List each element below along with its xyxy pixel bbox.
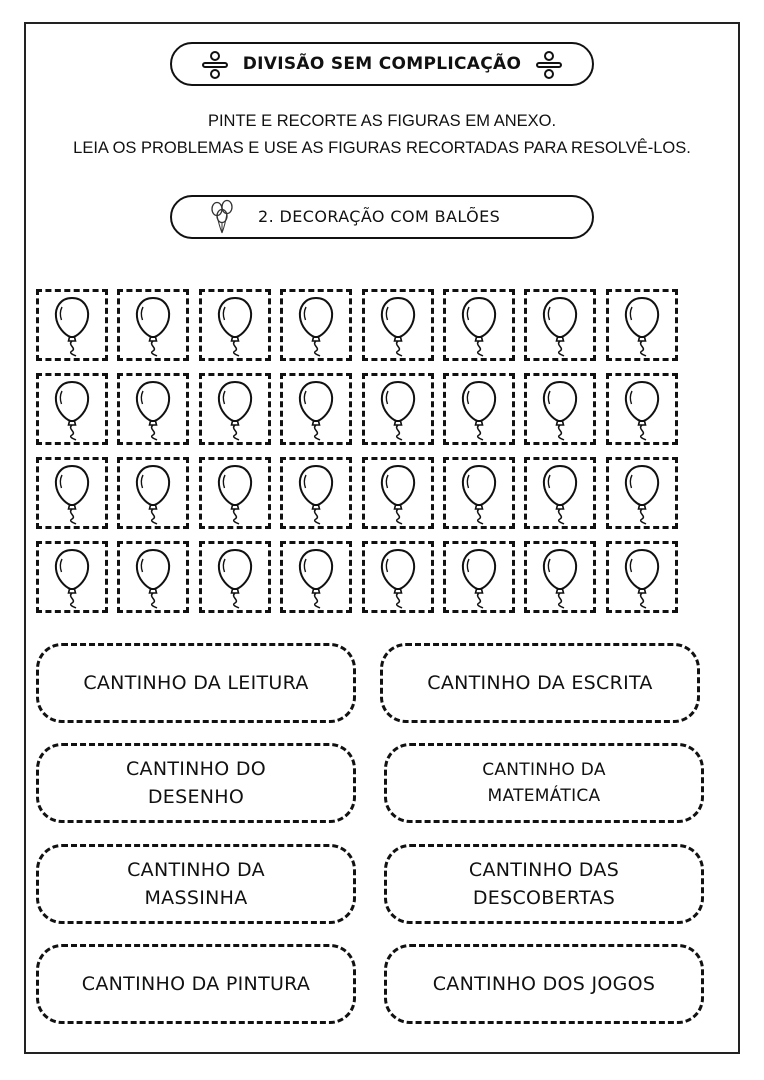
- label-line: MATEMÁTICA: [487, 786, 601, 806]
- balloon-cutout-cell: [443, 457, 515, 529]
- label-card: [36, 643, 356, 723]
- balloon-icon: [540, 379, 580, 441]
- balloon-cutout-cell: [117, 541, 189, 613]
- label-line: CANTINHO DA ESCRITA: [427, 672, 653, 694]
- balloon-icon: [622, 379, 662, 441]
- balloon-cutout-cell: [280, 373, 352, 445]
- balloon-icon: [296, 379, 336, 441]
- label-line: CANTINHO DO: [125, 758, 267, 780]
- balloon-cutout-cell: [199, 289, 271, 361]
- label-card-text: [427, 669, 652, 697]
- balloon-icon: [378, 295, 418, 357]
- label-card: [384, 743, 704, 823]
- label-card-text: [433, 970, 656, 998]
- label-line: MASSINHA: [144, 887, 248, 909]
- balloon-icon: [133, 295, 173, 357]
- label-line: DESENHO: [147, 786, 245, 808]
- label-card-text: [126, 755, 266, 811]
- balloon-cutout-cell: [606, 289, 678, 361]
- balloon-icon: [622, 463, 662, 525]
- balloon-cutout-cell: [362, 289, 434, 361]
- balloon-icon: [52, 463, 92, 525]
- balloon-icon: [459, 295, 499, 357]
- label-line: CANTINHO DA LEITURA: [83, 672, 309, 694]
- balloon-icon: [296, 295, 336, 357]
- balloon-icon: [540, 295, 580, 357]
- balloon-cutout-cell: [199, 541, 271, 613]
- balloon-cutout-cell: [36, 541, 108, 613]
- balloon-cutout-cell: [443, 541, 515, 613]
- balloon-icon: [378, 379, 418, 441]
- label-line: CANTINHO DA: [482, 760, 606, 780]
- balloon-icon: [133, 463, 173, 525]
- balloon-cutout-cell: [362, 373, 434, 445]
- balloon-icon: [622, 295, 662, 357]
- balloon-cutout-cell: [280, 289, 352, 361]
- balloon-cutout-cell: [280, 541, 352, 613]
- balloon-icon: [459, 463, 499, 525]
- balloon-cutout-cell: [606, 457, 678, 529]
- balloon-cutout-cell: [199, 457, 271, 529]
- balloon-cutout-cell: [362, 541, 434, 613]
- balloon-icon: [540, 463, 580, 525]
- label-line: DESCOBERTAS: [472, 887, 616, 909]
- label-card: [36, 743, 356, 823]
- balloon-icon: [296, 547, 336, 609]
- balloon-cutout-cell: [524, 457, 596, 529]
- balloon-icon: [540, 547, 580, 609]
- label-card-text: [83, 669, 308, 697]
- balloon-icon: [215, 463, 255, 525]
- balloon-cutout-cell: [606, 541, 678, 613]
- label-card: [36, 844, 356, 924]
- label-card-text: [469, 856, 619, 912]
- balloon-cutout-cell: [117, 457, 189, 529]
- balloon-cutout-cell: [524, 289, 596, 361]
- label-card: [380, 643, 700, 723]
- balloon-cutout-cell: [443, 289, 515, 361]
- instruction-line: LEIA OS PROBLEMAS E USE AS FIGURAS RECORTADAS PARA RESOLVÊ-LOS.: [73, 139, 691, 157]
- label-line: CANTINHO DA: [127, 859, 265, 881]
- balloon-cutout-cell: [36, 373, 108, 445]
- balloon-cutout-cell: [443, 373, 515, 445]
- label-card: [384, 844, 704, 924]
- balloon-cutout-cell: [117, 289, 189, 361]
- balloon-cutout-cell: [117, 373, 189, 445]
- balloon-icon: [133, 547, 173, 609]
- label-card-text: [482, 757, 606, 809]
- balloon-icon: [459, 379, 499, 441]
- instruction-line: PINTE E RECORTE AS FIGURAS EM ANEXO.: [207, 112, 557, 130]
- balloon-icon: [52, 295, 92, 357]
- balloon-icon: [215, 547, 255, 609]
- label-card: [384, 944, 704, 1024]
- balloon-cutout-cell: [362, 457, 434, 529]
- label-line: CANTINHO DOS JOGOS: [432, 973, 656, 995]
- balloon-icon: [52, 379, 92, 441]
- balloon-icon: [296, 463, 336, 525]
- balloon-cutout-cell: [36, 457, 108, 529]
- balloon-icon: [378, 463, 418, 525]
- balloon-cutout-cell: [524, 541, 596, 613]
- balloon-cutout-cell: [606, 373, 678, 445]
- label-line: CANTINHO DA PINTURA: [81, 973, 311, 995]
- balloon-icon: [215, 295, 255, 357]
- label-line: CANTINHO DAS: [468, 859, 620, 881]
- balloon-icon: [459, 547, 499, 609]
- balloon-icon: [622, 547, 662, 609]
- balloon-icon: [52, 547, 92, 609]
- balloon-cutout-cell: [36, 289, 108, 361]
- balloon-cutout-cell: [524, 373, 596, 445]
- label-card-text: [127, 856, 265, 912]
- balloon-cutout-cell: [280, 457, 352, 529]
- page-title: DIVISÃO SEM COMPLICAÇÃO: [242, 54, 522, 74]
- section-title: 2. DECORAÇÃO COM BALÕES: [258, 207, 501, 226]
- balloon-icon: [378, 547, 418, 609]
- balloon-icon: [215, 379, 255, 441]
- balloon-icon: [133, 379, 173, 441]
- label-card: [36, 944, 356, 1024]
- label-card-text: [82, 970, 310, 998]
- balloon-cutout-cell: [199, 373, 271, 445]
